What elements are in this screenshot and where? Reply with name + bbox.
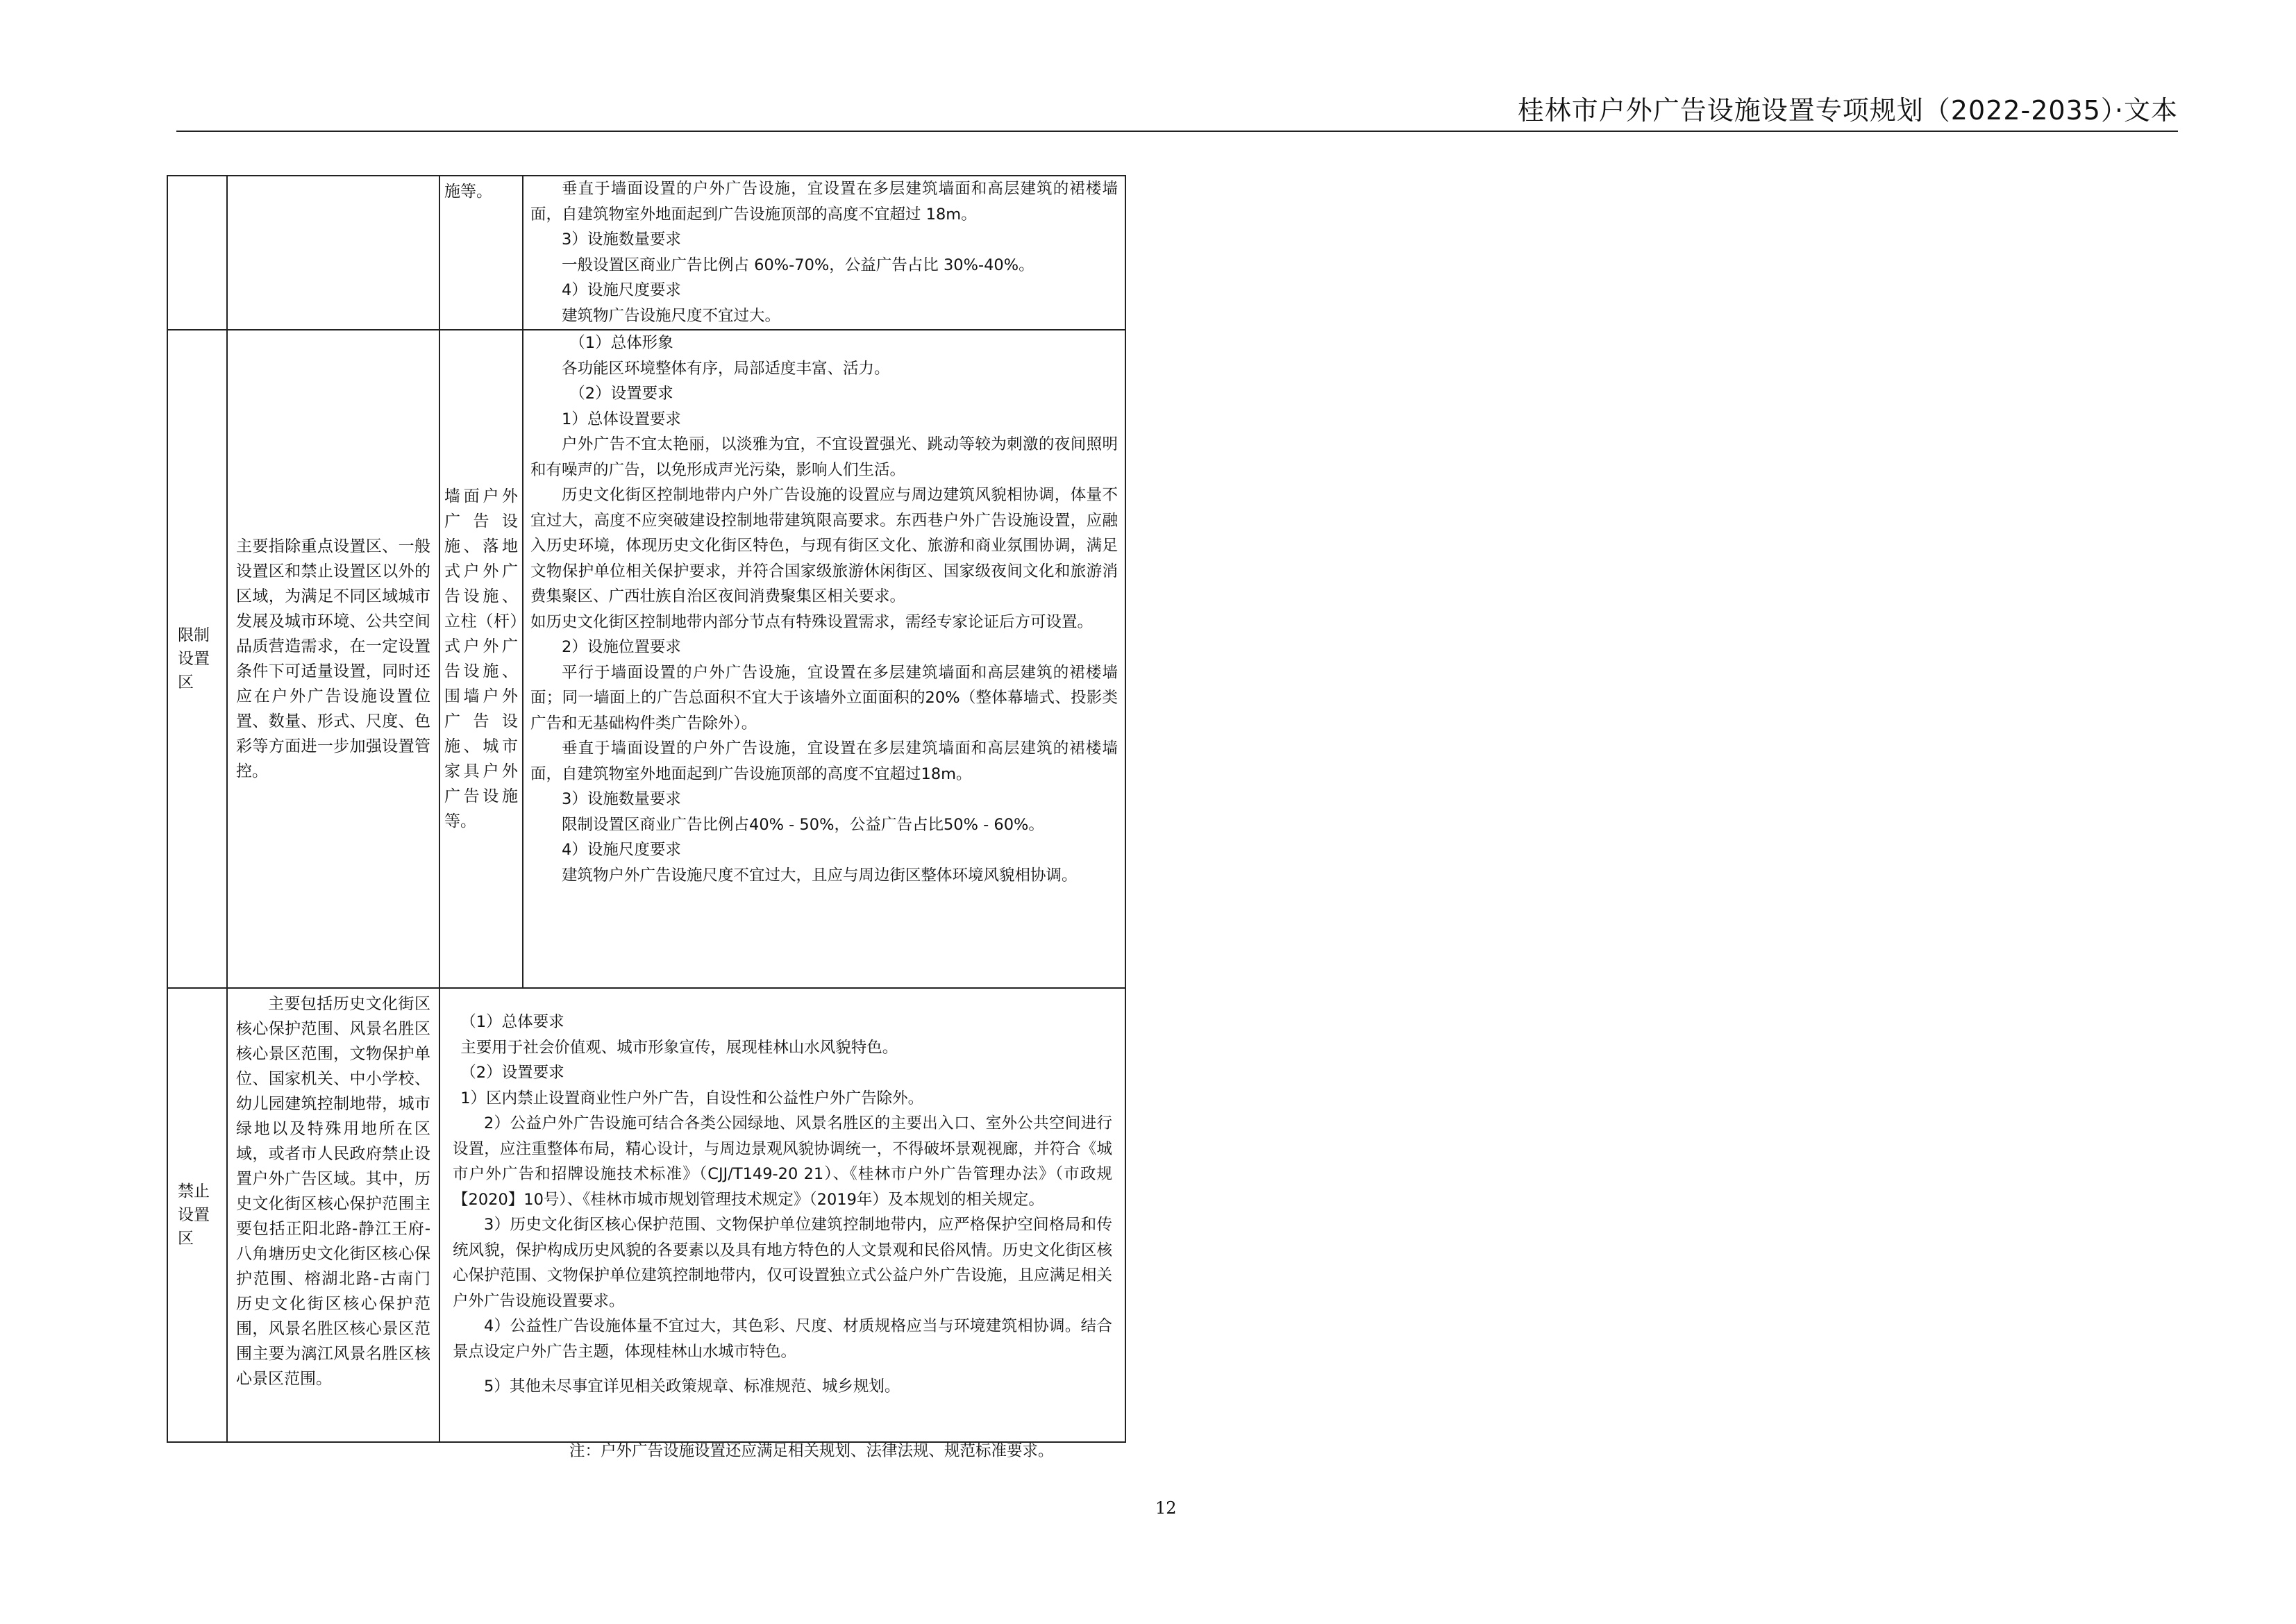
requirement-line: 4）设施尺度要求 — [562, 841, 681, 859]
requirement-line: 3）历史文化街区核心保护范围、文物保护单位建筑控制地带内，应严格保护空间格局和传统风貌，保护构成历史风貌的各要素以及具有地方特色的人文景观和民俗风情。历史文化街区核心保护范围、文物保护单位建筑控制地带内，仅可设置独立式公益户外广告设施，且应满足相关户外广告设施设置要求。 — [453, 1216, 1112, 1310]
requirement-line: 历史文化街区控制地带内户外广告设施的设置应与周边建筑风貌相协调，体量不宜过大，高度不应突破建设控制地带建筑限高要求。东西巷户外广告设施设置，应融入历史环境，体现历史文化街区特色，与现有街区文化、旅游和商业氛围协调，满足文物保护单位相关保护要求，并符合国家级旅游休闲街区、国家级夜间文化和旅游消费集聚区、广西壮族自治区夜间消费聚集区相关要求。 — [530, 486, 1118, 605]
requirement-line: （2）设置要求 — [569, 385, 673, 403]
requirements-cell-restricted — [523, 330, 1125, 988]
requirement-line: 建筑物户外广告设施尺度不宜过大，且应与周边街区整体环境风貌相协调。 — [562, 866, 1078, 885]
requirement-line: 1）区内禁止设置商业性户外广告，自设性和公益性户外广告除外。 — [460, 1089, 924, 1107]
requirement-line: 平行于墙面设置的户外广告设施，宜设置在多层建筑墙面和高层建筑的裙楼墙面；同一墙面上的广告总面积不宜大于该墙外立面面积的20%（整体幕墙式、投影类广告和无基础构件类广告除外）。 — [530, 663, 1118, 733]
requirement-line: 如历史文化街区控制地带内部分节点有特殊设置需求，需经专家论证后方可设置。 — [530, 612, 1093, 631]
table-row-banned-zone — [167, 988, 1125, 1442]
description-cell-empty — [227, 176, 439, 330]
requirement-line: 2）设施位置要求 — [562, 638, 681, 656]
requirement-line: 4）公益性广告设施体量不宜过大，其色彩、尺度、材质规格应当与环境建筑相协调。结合景点设定户外广告主题，体现桂林山水城市特色。 — [453, 1317, 1112, 1361]
zone-cell-banned: 禁止设置区 — [167, 988, 227, 1442]
zone-cell-restricted: 限制设置区 — [167, 330, 227, 988]
requirements-cell-banned — [439, 988, 1125, 1442]
requirement-line: 主要用于社会价值观、城市形象宣传，展现桂林山水风貌特色。 — [460, 1038, 898, 1057]
requirement-line: 1）总体设置要求 — [562, 410, 681, 428]
requirement-line: 垂直于墙面设置的户外广告设施，宜设置在多层建筑墙面和高层建筑的裙楼墙面，自建筑物室外地面起到广告设施顶部的高度不宜超过 18m。 — [530, 180, 1118, 224]
table-row-continued — [167, 176, 1125, 330]
requirement-line: 3）设施数量要求 — [562, 790, 681, 808]
requirement-line: （1）总体形象 — [569, 334, 673, 352]
description-cell-restricted: 主要指除重点设置区、一般设置区和禁止设置区以外的区域，为满足不同区域城市发展及城市环境、公共空间品质营造需求，在一定设置条件下可适量设置，同时还应在户外广告设施设置位置、数量、形式、尺度、色彩等方面进一步加强设置管控。 — [227, 330, 439, 988]
requirement-line: 各功能区环境整体有序，局部适度丰富、活力。 — [562, 359, 890, 378]
header-divider — [176, 131, 2178, 132]
requirement-line: 2）公益户外广告设施可结合各类公园绿地、风景名胜区的主要出入口、室外公共空间进行设置，应注重整体布局，精心设计，与周边景观风貌协调统一，不得破坏景观视廊，并符合《城市户外广告和招牌设施技术标准》（CJJ/T149-20 21）、《桂林市户外广告管理办法》（市政规【2020】10号）、《桂林市城市规划管理技术规定》（2019年）及本规划的相关规定。 — [453, 1114, 1112, 1209]
requirement-line: 一般设置区商业广告比例占 60%-70%，公益广告占比 30%-40%。 — [562, 256, 1034, 274]
requirement-line: （2）设置要求 — [460, 1064, 564, 1082]
requirement-line: 限制设置区商业广告比例占40% - 50%，公益广告占比50% - 60%。 — [562, 815, 1044, 834]
requirement-line: 5）其他未尽事宜详见相关政策规章、标准规范、城乡规划。 — [484, 1378, 900, 1396]
table-row-restricted-zone — [167, 330, 1125, 988]
facility-types-cell-restricted: 墙面户外广告设施、落地式户外广告设施、立柱（杆）式户外广告设施、围墙户外广告设施、城市家具户外广告设施等。 — [439, 330, 523, 988]
zoning-requirements-table — [167, 175, 1126, 1443]
requirement-line: 3）设施数量要求 — [562, 231, 681, 249]
requirement-line: 垂直于墙面设置的户外广告设施，宜设置在多层建筑墙面和高层建筑的裙楼墙面，自建筑物室外地面起到广告设施顶部的高度不宜超过18m。 — [530, 739, 1118, 783]
requirement-line: （1）总体要求 — [460, 1013, 564, 1031]
requirement-line: 4）设施尺度要求 — [562, 281, 681, 299]
zone-cell-empty — [167, 176, 227, 330]
requirement-line: 建筑物广告设施尺度不宜过大。 — [562, 306, 781, 325]
zoning-table-wrapper — [167, 175, 1126, 1443]
document-header-title: 桂林市户外广告设施设置专项规划（2022-2035）·文本 — [1517, 95, 2178, 126]
requirement-line: 户外广告不宜太艳丽，以淡雅为宜，不宜设置强光、跳动等较为刺激的夜间照明和有噪声的广告，以免形成声光污染，影响人们生活。 — [530, 435, 1118, 479]
description-cell-banned: 主要包括历史文化街区核心保护范围、风景名胜区核心景区范围，文物保护单位、国家机关、中小学校、幼儿园建筑控制地带，城市绿地以及特殊用地所在区域，或者市人民政府禁止设置户外广告区域。其中，历史文化街区核心保护范围主要包括正阳北路-静江王府-八角塘历史文化街区核心保护范围、榕湖北路-古南门历史文化街区核心保护范围，风景名胜区核心景区范围主要为漓江风景名胜区核心景区范围。 — [227, 988, 439, 1442]
requirements-cell — [523, 176, 1125, 330]
facility-types-cell: 施等。 — [439, 176, 523, 330]
page-number: 12 — [1155, 1498, 1177, 1518]
table-footnote: 注：户外广告设施设置还应满足相关规划、法律法规、规范标准要求。 — [569, 1442, 1054, 1460]
